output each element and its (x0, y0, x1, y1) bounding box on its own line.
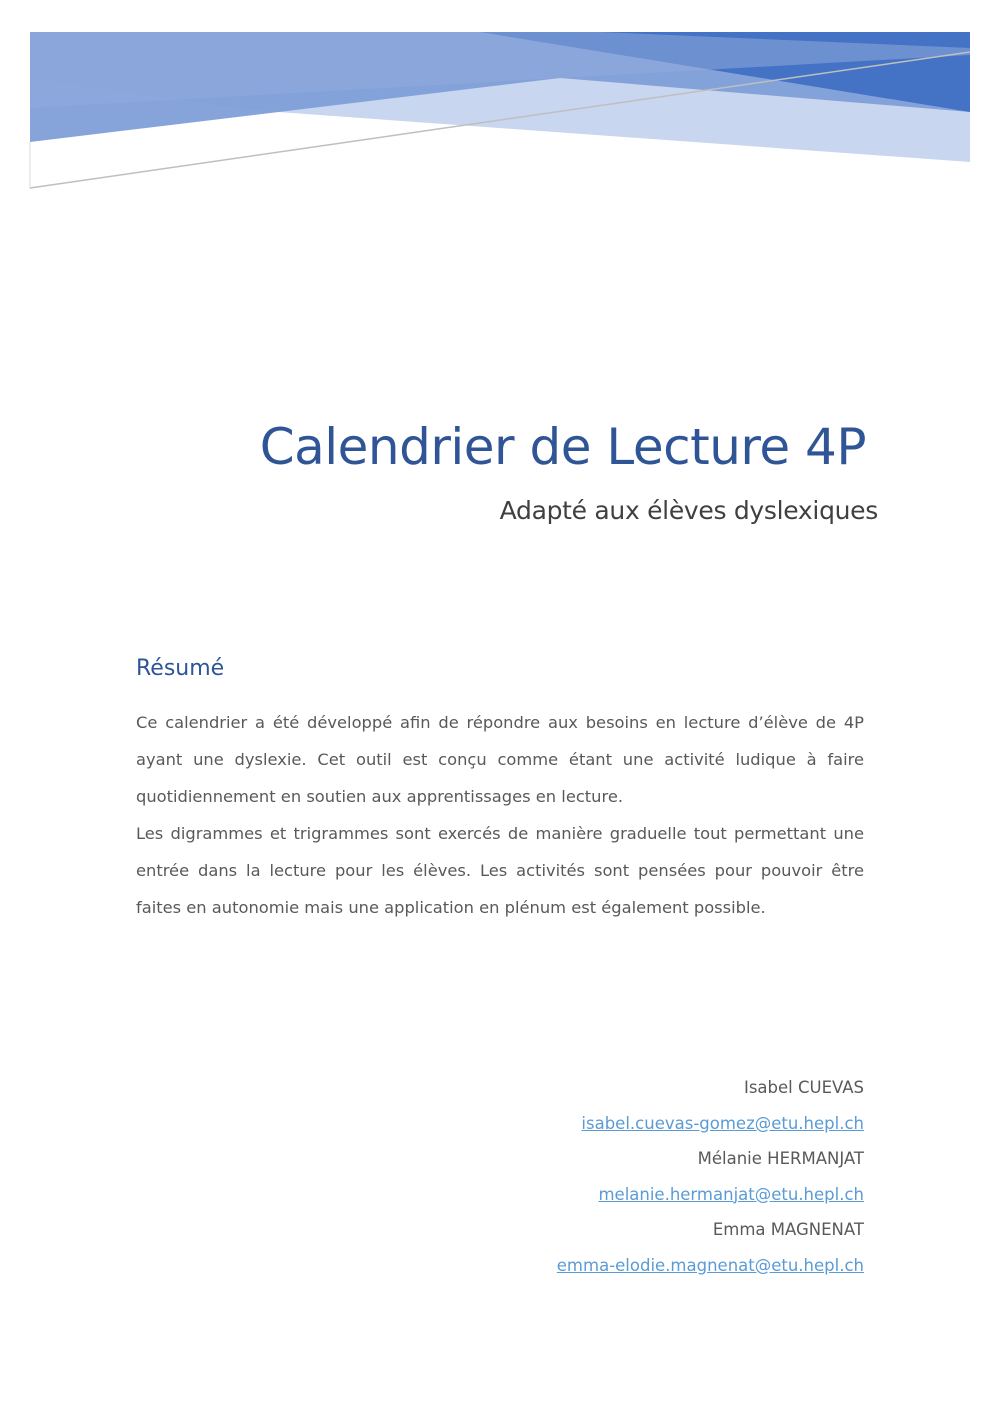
summary-heading: Résumé (136, 656, 225, 681)
document-subtitle: Adapté aux élèves dyslexiques (499, 496, 878, 525)
author-name-2: Mélanie HERMANJAT (697, 1149, 864, 1168)
authors-block (364, 1070, 864, 1283)
summary-paragraph-2: Les digrammes et trigrammes sont exercés de manière graduelle tout permettant une entrée dans la lecture pour les élèves. Les activités sont pensées pour pouvoir être faites en autonomie mais une application en plénum est également possible. (136, 824, 864, 917)
author-email-link-2[interactable]: melanie.hermanjat@etu.hepl.ch (598, 1184, 864, 1204)
header-banner (0, 0, 1000, 200)
summary-body (136, 704, 864, 926)
author-email-link-3[interactable]: emma-elodie.magnenat@etu.hepl.ch (556, 1255, 864, 1275)
author-email-link-1[interactable]: isabel.cuevas-gomez@etu.hepl.ch (581, 1113, 864, 1133)
author-name-1: Isabel CUEVAS (743, 1078, 864, 1097)
summary-paragraph-1: Ce calendrier a été développé afin de répondre aux besoins en lecture d’élève de 4P ayant une dyslexie. Cet outil est conçu comme étant une activité ludique à faire quotidiennement en soutien aux apprentissages en lecture. (136, 713, 864, 806)
document-title: Calendrier de Lecture 4P (259, 418, 866, 476)
author-name-3: Emma MAGNENAT (712, 1220, 864, 1239)
